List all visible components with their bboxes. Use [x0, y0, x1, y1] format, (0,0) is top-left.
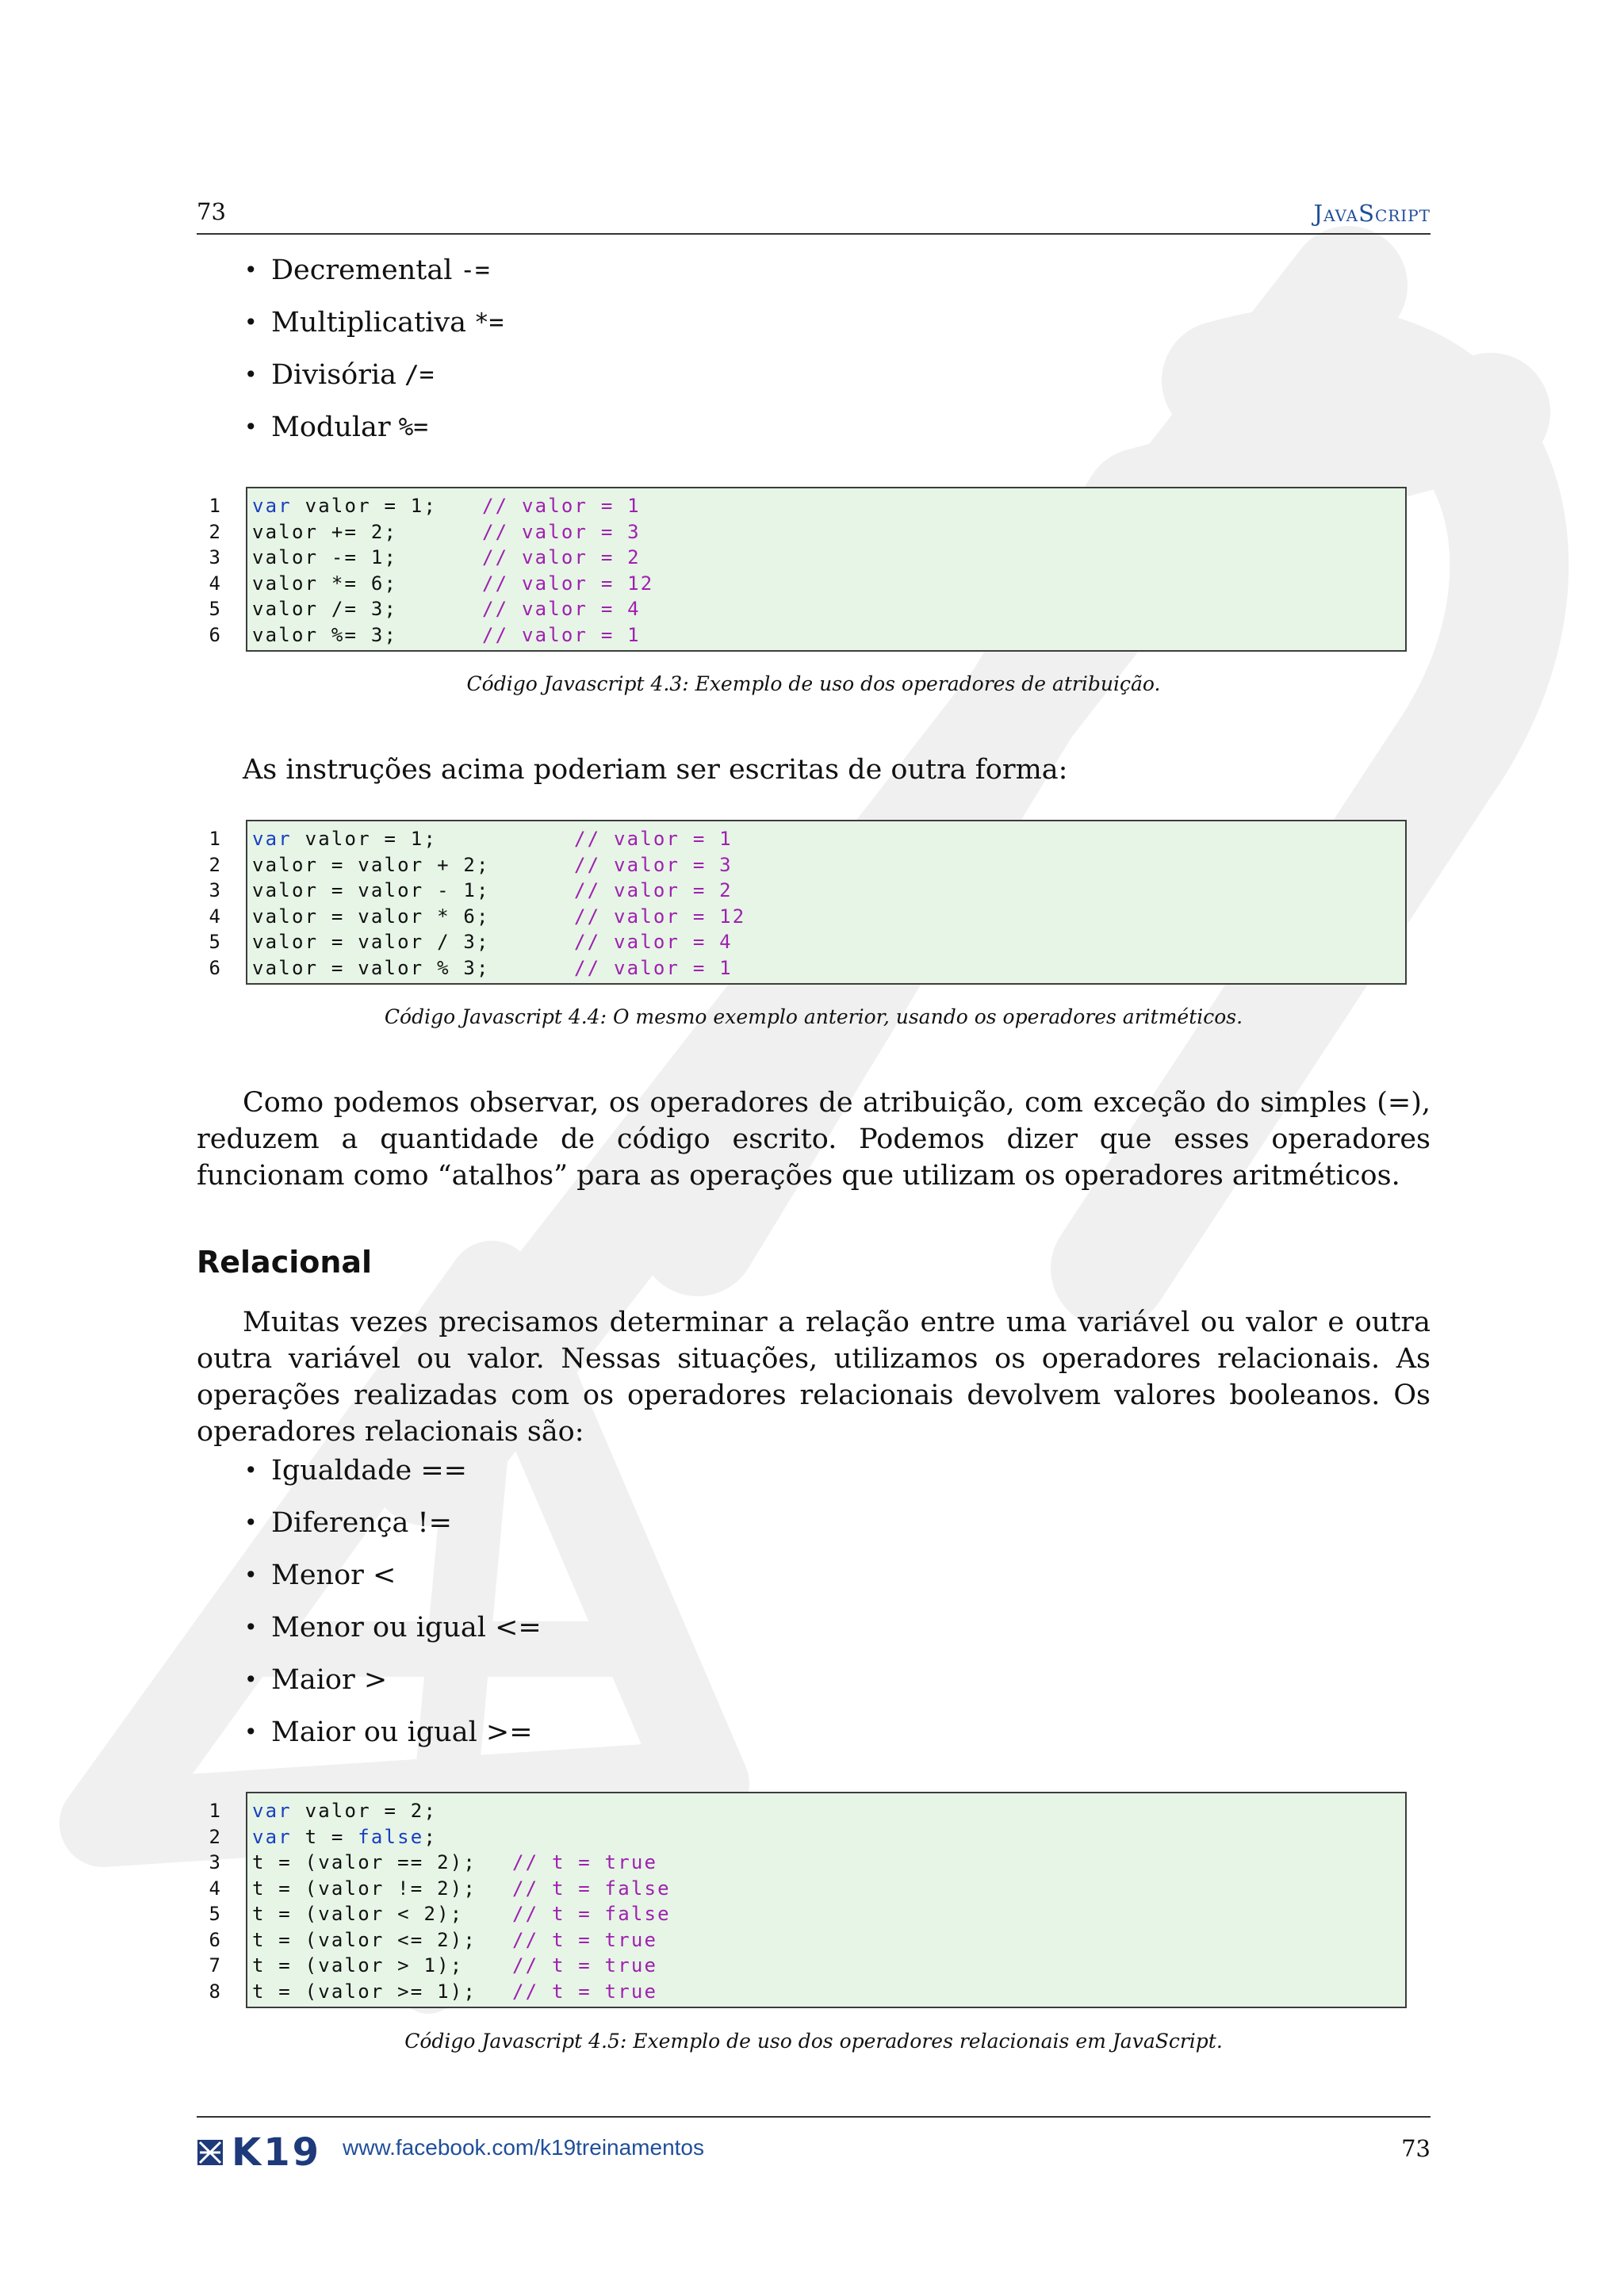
code-line: t = (valor != 2); // t = false — [252, 1877, 671, 1900]
code-line: var valor = 2; — [252, 1800, 438, 1822]
list-item: • Menor ou igual <= — [244, 1612, 542, 1644]
code-line: valor -= 1; // valor = 2 — [252, 546, 641, 568]
footer-page-number: 73 — [1401, 2135, 1431, 2162]
code-line: valor = valor / 3; // valor = 4 — [252, 931, 733, 953]
page-footer — [197, 2116, 1431, 2175]
list-item: • Diferença != — [244, 1507, 452, 1539]
code-line: valor %= 3; // valor = 1 — [252, 623, 641, 646]
code-caption: Código Javascript 4.3: Exemplo de uso dos operadores de atribuição. — [466, 672, 1161, 695]
code-box — [246, 820, 1407, 985]
section-heading: Relacional — [197, 1245, 373, 1280]
code-line: valor = valor + 2; // valor = 3 — [252, 853, 733, 876]
code-line: t = (valor <= 2); // t = true — [252, 1928, 658, 1951]
code-line: t = (valor < 2); // t = false — [252, 1903, 671, 1925]
code-line: t = (valor > 1); // t = true — [252, 1954, 658, 1976]
code-line: valor = valor * 6; // valor = 12 — [252, 905, 746, 928]
code-line: t = (valor >= 1); // t = true — [252, 1980, 658, 2003]
list-item: • Menor < — [244, 1559, 396, 1591]
list-item: • Divisória /= — [244, 359, 435, 391]
code-line: valor /= 3; // valor = 4 — [252, 598, 641, 620]
line-numbers: 1 2 3 4 5 6 — [209, 495, 220, 646]
list-item: • Decremental -= — [244, 254, 490, 286]
paragraph: Como podemos observar, os operadores de atribuição, com exceção do simples (=), reduzem a quantidade de código escrito. Podemos dizer que esses operadores funcionam como “atalhos” para as operações que utilizam os operadores aritméticos. — [197, 1087, 1431, 1192]
footer-url-link[interactable]: www.facebook.com/k19treinamentos — [343, 2135, 704, 2160]
code-line: valor = valor - 1; // valor = 2 — [252, 879, 733, 901]
paragraph: Muitas vezes precisamos determinar a relação entre uma variável ou valor e outra outra variável ou valor. Nessas situações, utilizamos os operadores relacionais. As operações realizadas com os operadores relacionais devolvem valores booleanos. Os operadores relacionais são: — [197, 1307, 1431, 1448]
code-box — [246, 487, 1407, 652]
code-line: var valor = 1; // valor = 1 — [252, 495, 641, 517]
running-header — [197, 198, 1431, 235]
list-item: • Multiplicativa *= — [244, 307, 504, 339]
header-title: JavaScript — [1313, 200, 1431, 227]
paragraph: As instruções acima poderiam ser escritas de outra forma: — [243, 754, 1068, 786]
header-page-number: 73 — [197, 198, 226, 225]
code-line: t = (valor == 2); // t = true — [252, 1851, 658, 1873]
list-item: • Modular %= — [244, 411, 428, 443]
k19-logo — [197, 2130, 321, 2175]
code-line: valor *= 6; // valor = 12 — [252, 572, 654, 595]
code-caption: Código Javascript 4.4: O mesmo exemplo anterior, usando os operadores aritméticos. — [384, 1005, 1243, 1028]
list-item: • Maior > — [244, 1664, 388, 1696]
code-line: var valor = 1; // valor = 1 — [252, 828, 733, 850]
logo-text: K19 — [232, 2130, 321, 2175]
relational-operator-list — [244, 1445, 542, 1758]
line-numbers: 1 2 3 4 5 6 7 8 — [209, 1800, 220, 2003]
list-item: • Maior ou igual >= — [244, 1716, 533, 1748]
code-line: valor = valor % 3; // valor = 1 — [252, 956, 733, 979]
k19-logo-icon — [197, 2139, 224, 2166]
code-line: var t = false; — [252, 1825, 438, 1848]
code-line: valor += 2; // valor = 3 — [252, 520, 641, 543]
code-box — [246, 1792, 1407, 2008]
line-numbers: 1 2 3 4 5 6 — [209, 828, 220, 979]
list-item: • Igualdade == — [244, 1455, 467, 1487]
code-caption: Código Javascript 4.5: Exemplo de uso dos operadores relacionais em JavaScript. — [404, 2030, 1223, 2053]
page — [197, 0, 1431, 2296]
assignment-operator-list — [244, 244, 504, 453]
